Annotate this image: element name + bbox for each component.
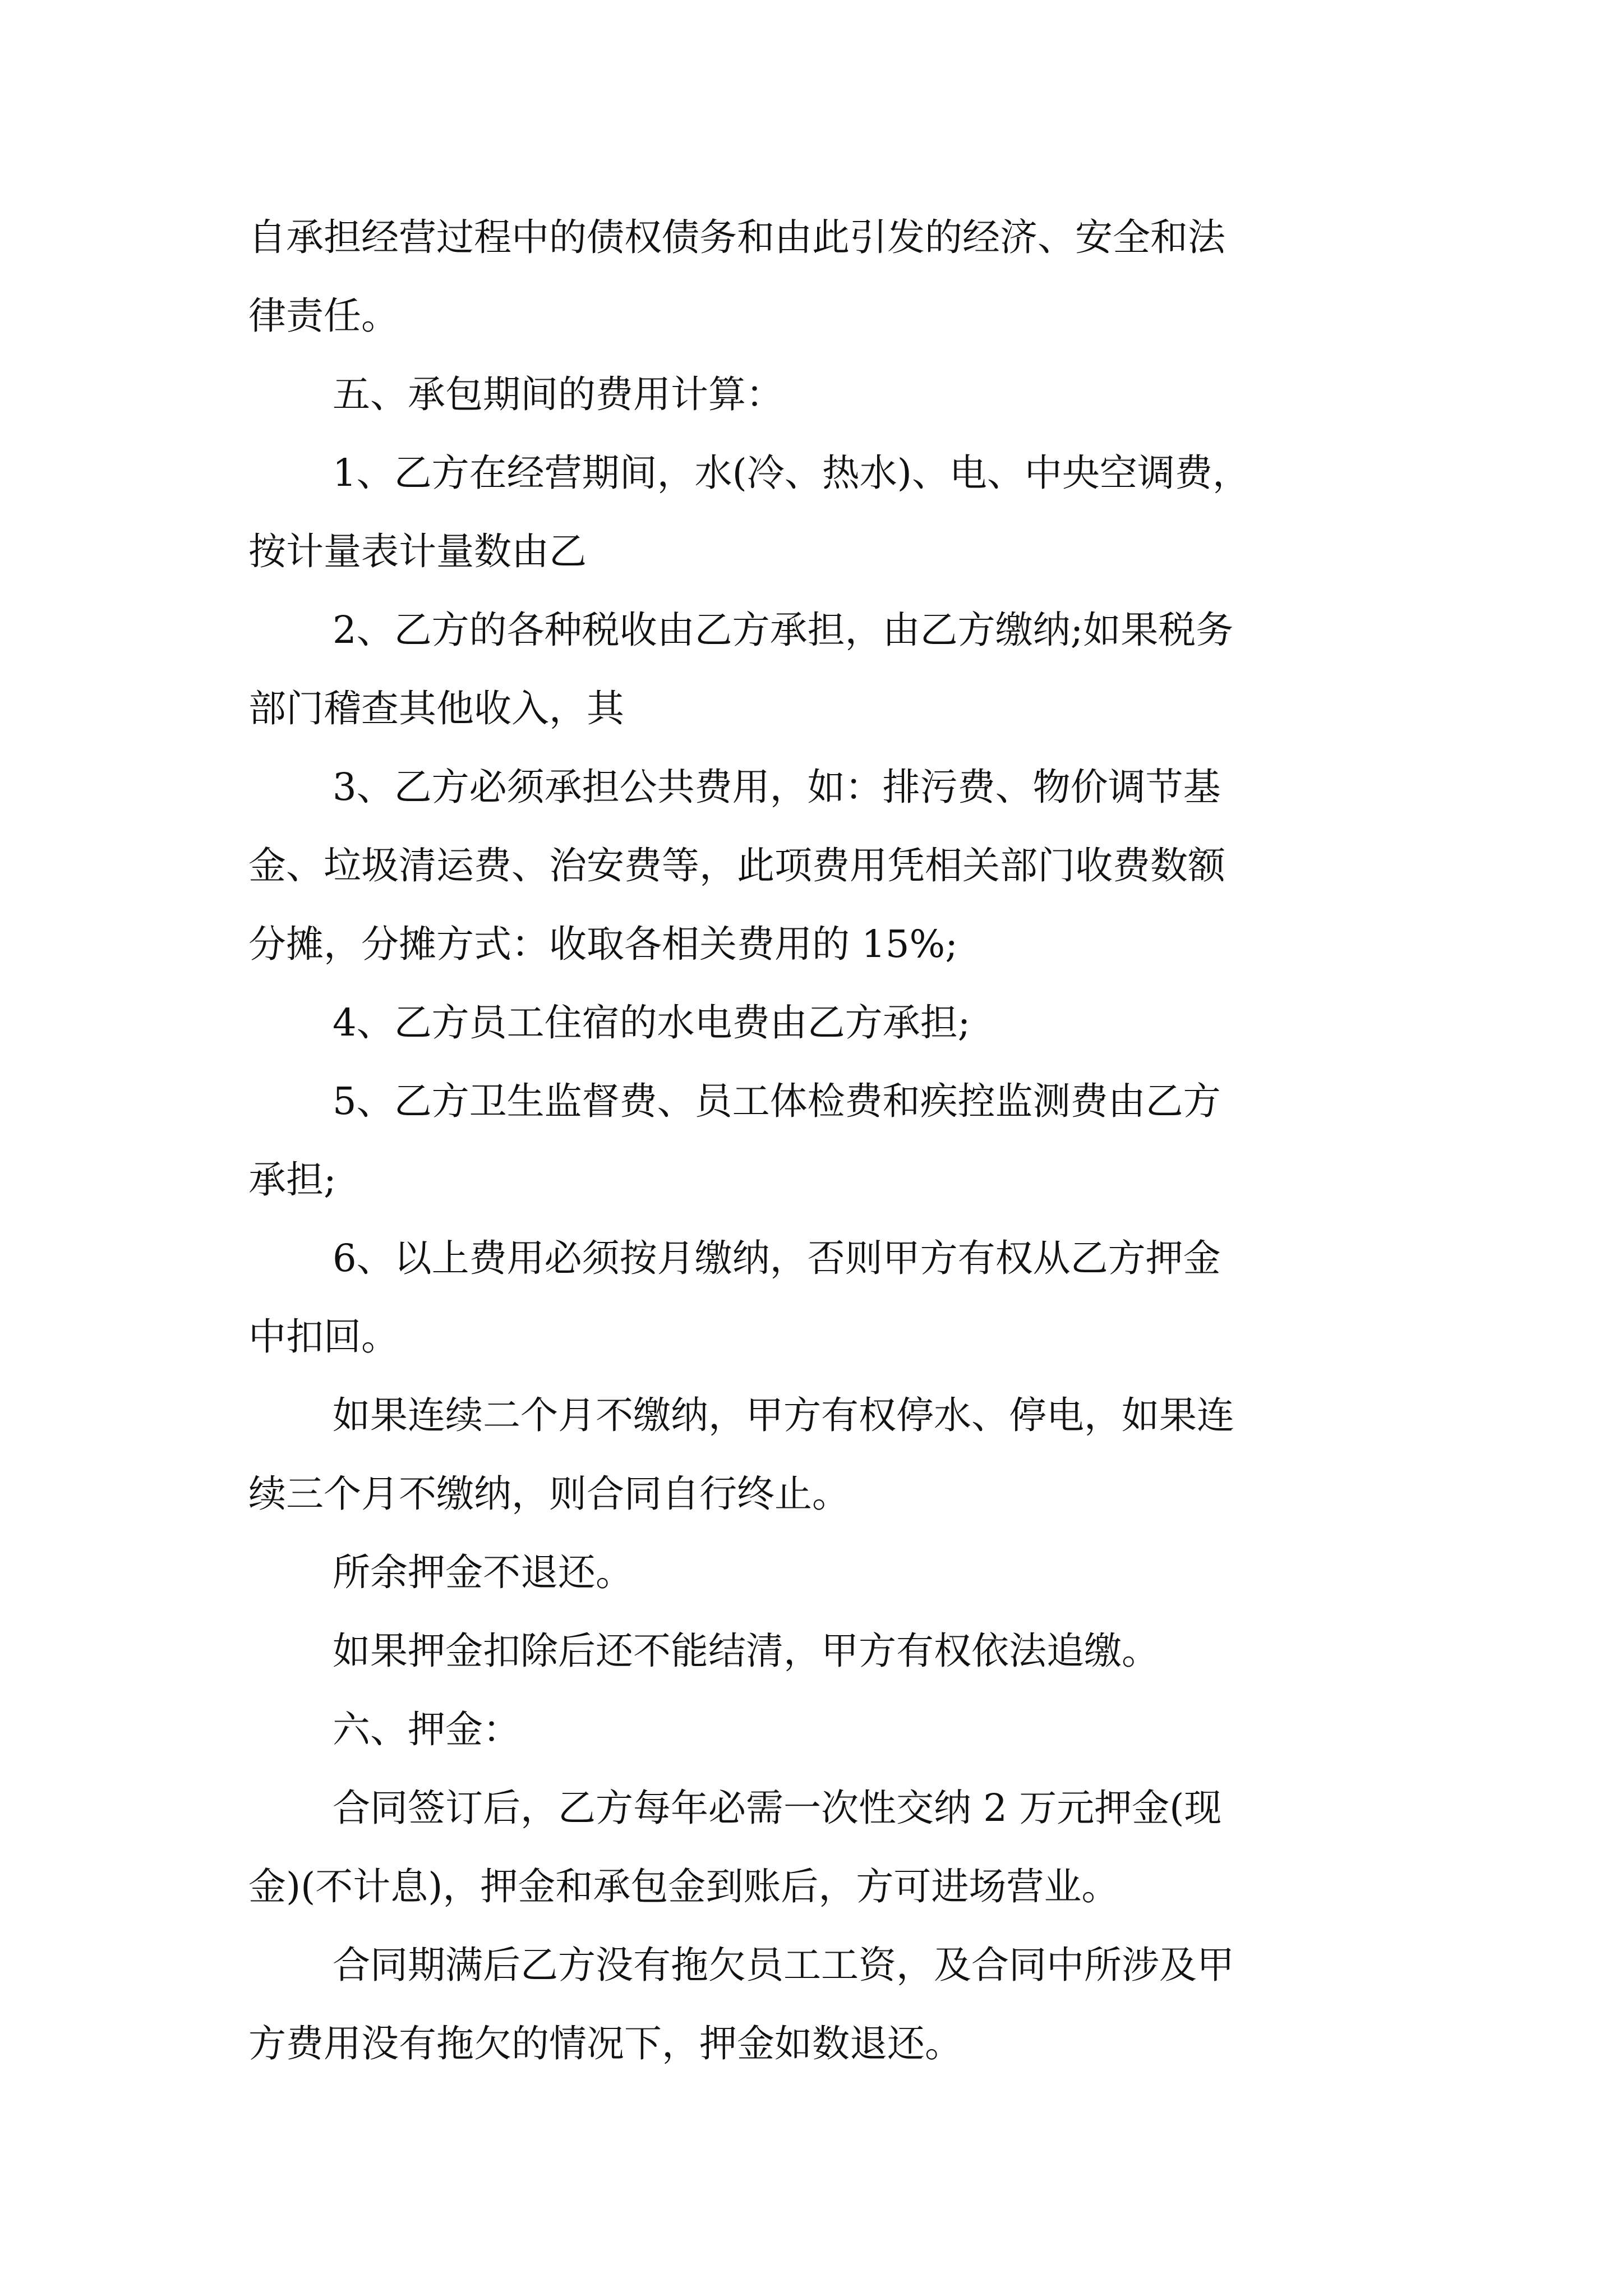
text-line: 续三个月不缴纳，则合同自行终止。 (248, 1472, 850, 1516)
text-line: 承担; (248, 1158, 336, 1202)
text-line: 合同期满后乙方没有拖欠员工工资，及合同中所涉及甲 (333, 1943, 1234, 1987)
text-line: 3、乙方必须承担公共费用，如：排污费、物价调节基 (333, 765, 1221, 809)
section-heading: 五、承包期间的费用计算： (333, 372, 783, 416)
text-line: 6、以上费用必须按月缴纳，否则甲方有权从乙方押金 (333, 1236, 1221, 1280)
text-line: 部门稽查其他收入，其 (248, 687, 624, 730)
text-line: 方费用没有拖欠的情况下，押金如数退还。 (248, 2022, 962, 2065)
text-line: 金、垃圾清运费、治安费等，此项费用凭相关部门收费数额 (248, 844, 1225, 887)
text-line: 合同签订后，乙方每年必需一次性交纳 2 万元押金(现 (333, 1786, 1222, 1830)
section-heading: 六、押金： (333, 1708, 520, 1751)
text-line: 所余押金不退还。 (333, 1550, 633, 1594)
text-line: 如果押金扣除后还不能结清，甲方有权依法追缴。 (333, 1629, 1159, 1673)
text-line: 按计量表计量数由乙 (248, 530, 587, 573)
text-line: 金)(不计息)，押金和承包金到账后，方可进场营业。 (248, 1865, 1119, 1908)
text-line: 如果连续二个月不缴纳，甲方有权停水、停电，如果连 (333, 1393, 1234, 1437)
text-line: 2、乙方的各种税收由乙方承担，由乙方缴纳;如果税务 (333, 608, 1234, 652)
text-line: 5、乙方卫生监督费、员工体检费和疾控监测费由乙方 (333, 1079, 1221, 1123)
text-line: 1、乙方在经营期间，水(冷、热水)、电、中央空调费， (333, 451, 1250, 495)
text-line: 中扣回。 (248, 1315, 399, 1359)
text-line: 分摊，分摊方式：收取各相关费用的 15%; (248, 922, 958, 966)
text-line: 律责任。 (248, 294, 399, 338)
text-line: 自承担经营过程中的债权债务和由此引发的经济、安全和法 (248, 215, 1225, 259)
text-line: 4、乙方员工住宿的水电费由乙方承担; (333, 1001, 971, 1045)
